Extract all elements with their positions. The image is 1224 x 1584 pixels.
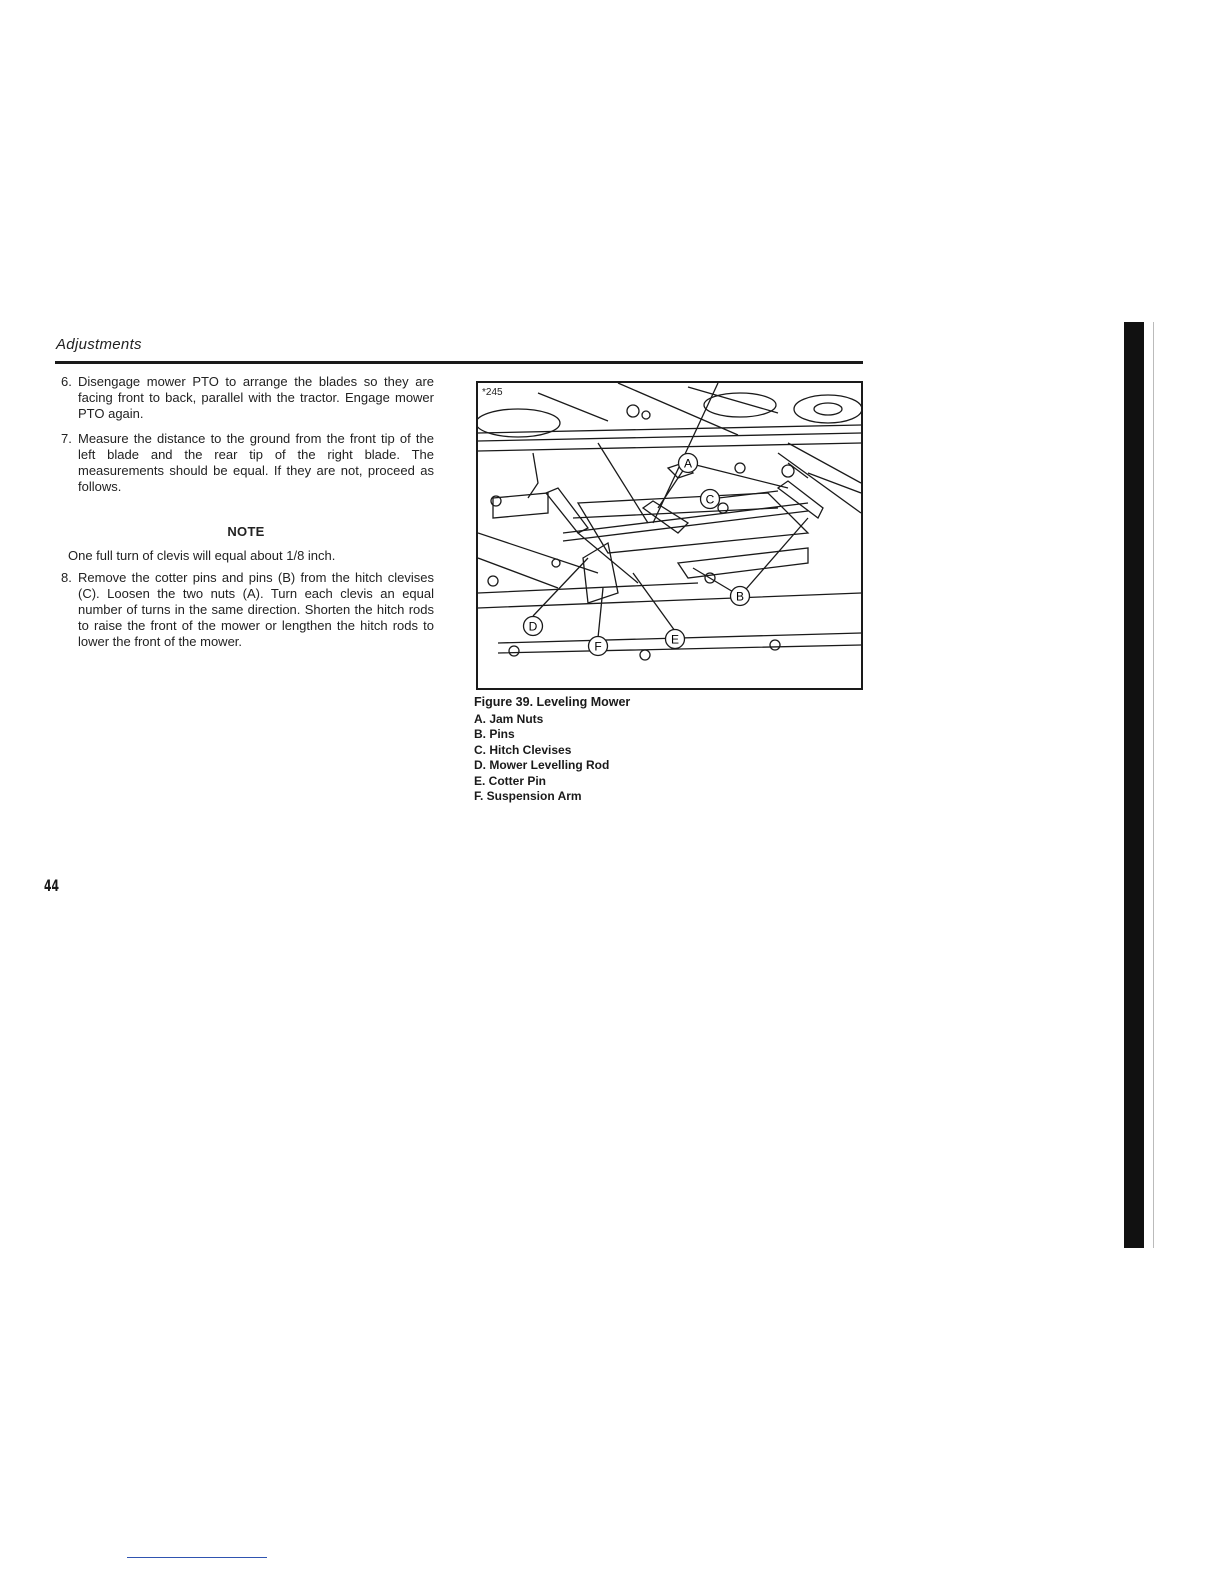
step-number: 6. — [61, 374, 72, 389]
step-item — [58, 374, 434, 422]
callout-e: E — [670, 632, 680, 647]
figure-caption — [474, 695, 630, 805]
scan-edge-line — [1153, 322, 1154, 1248]
callout-b: B — [735, 589, 745, 604]
legend-item: E. Cotter Pin — [474, 773, 547, 788]
caption-title: Figure 39. Leveling Mower — [474, 695, 631, 709]
step-text: Remove the cotter pins and pins (B) from the hitch clevises (C). Loosen the two nuts (A). Turn each clevis an equal number of turns in the same direction. Shorten the hitch rods to raise the front of the mower or lengthen the hitch rods to lower the front of the mower. — [78, 570, 434, 649]
step-text: Disengage mower PTO to arrange the blades so they are facing front to back, parallel with the tractor. Engage mower PTO again. — [78, 374, 434, 421]
footer-line — [127, 1557, 267, 1558]
step-number: 8. — [61, 570, 72, 585]
instructions-column — [58, 374, 434, 659]
legend-item: A. Jam Nuts — [474, 711, 544, 726]
figure-illustration — [476, 381, 863, 690]
step-item — [58, 431, 434, 495]
legend-item: D. Mower Levelling Rod — [474, 758, 610, 772]
callout-a: A — [683, 456, 693, 471]
section-title: Adjustments — [56, 336, 142, 353]
callout-d: D — [528, 619, 538, 634]
legend-item: C. Hitch Clevises — [474, 742, 572, 757]
mower-linkage-drawing — [478, 383, 861, 688]
callout-c: C — [705, 492, 715, 507]
figure-number-mark: *245 — [482, 387, 503, 398]
step-item — [58, 570, 434, 650]
note-text: One full turn of clevis will equal about 1/8 inch. — [68, 548, 336, 563]
step-text: Measure the distance to the ground from the front tip of the left blade and the rear tip of the right blade. The measurements should be equal. If they are not, proceed as follows. — [78, 431, 434, 494]
scan-edge-bar — [1124, 322, 1144, 1248]
legend-item: F. Suspension Arm — [474, 789, 582, 803]
step-number: 7. — [61, 431, 72, 446]
legend-item: B. Pins — [474, 727, 515, 741]
callout-f: F — [594, 639, 602, 654]
page-number: 44 — [44, 876, 60, 895]
header-rule — [55, 361, 863, 364]
note-heading: NOTE — [227, 524, 265, 539]
